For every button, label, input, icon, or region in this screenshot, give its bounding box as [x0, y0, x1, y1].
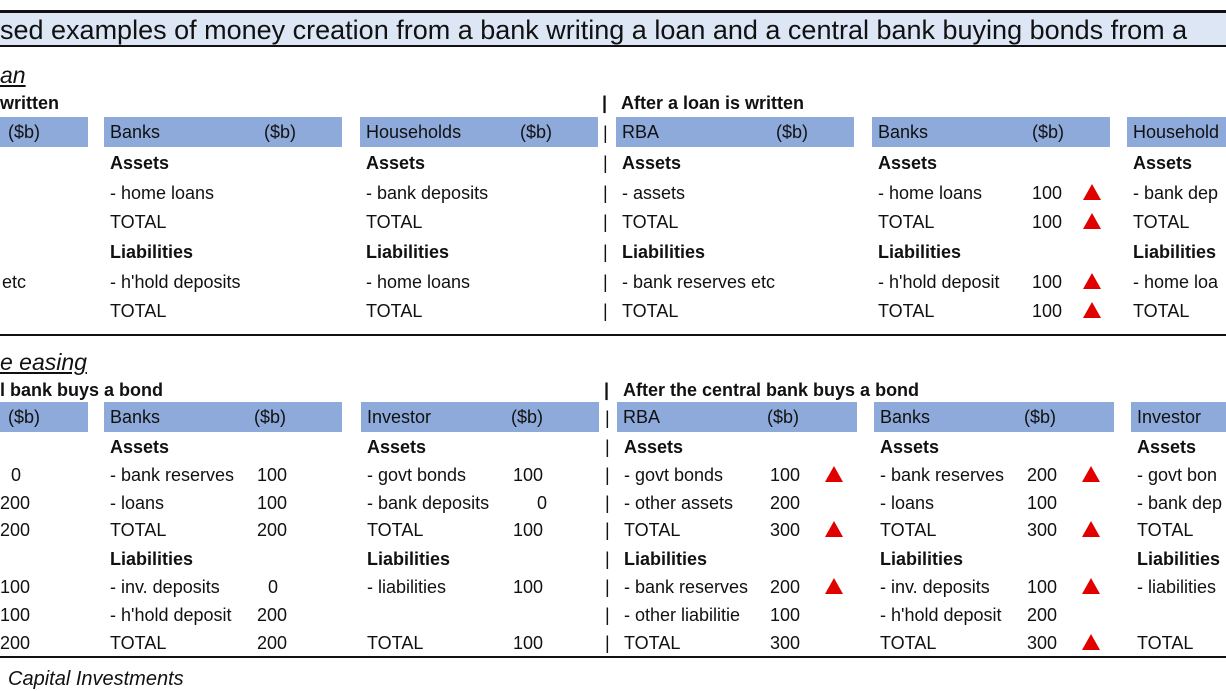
qe-header-investor-before: [361, 402, 599, 432]
total-label: TOTAL: [624, 633, 681, 653]
row-label: - bank reserves: [624, 577, 749, 597]
row-label: - inv. deposits: [110, 577, 220, 597]
sep: |: [605, 577, 610, 597]
row-value: 0: [537, 493, 548, 513]
row-label: - inv. deposits: [880, 577, 990, 597]
row-label: - bank reserves: [110, 465, 235, 485]
total-label: TOTAL: [622, 301, 679, 321]
row-label: - home loans: [110, 183, 215, 203]
qe-header-investor-after: [1131, 402, 1226, 432]
up-arrow-icon: [1083, 213, 1101, 229]
total-value: 300: [770, 520, 801, 540]
row-value: 200: [770, 577, 801, 597]
qe-header-c1: [0, 402, 88, 432]
row-value: 100: [1032, 183, 1063, 203]
total-label: TOTAL: [110, 520, 167, 540]
sep: |: [603, 301, 608, 321]
sep: |: [603, 183, 608, 203]
total-label: TOTAL: [110, 301, 167, 321]
row-label: - home loans: [878, 183, 983, 203]
c1-value: 200: [0, 493, 31, 513]
total-value: 100: [1032, 301, 1063, 321]
source-footer: Capital Investments: [8, 668, 184, 690]
assets-label: Assets: [367, 437, 427, 457]
sep: |: [605, 493, 610, 513]
row-label: - govt bon: [1137, 465, 1218, 485]
c1-value: 0: [11, 465, 22, 485]
qe-before-subtitle: l bank buys a bond: [0, 380, 164, 400]
section-divider: [0, 334, 1226, 336]
total-value: 100: [513, 520, 544, 540]
row-value: 200: [1027, 465, 1058, 485]
section-divider: [0, 656, 1226, 658]
total-label: TOTAL: [110, 633, 167, 653]
row-label: - other assets: [624, 493, 734, 513]
total-value: 300: [1027, 520, 1058, 540]
total-label: TOTAL: [367, 520, 424, 540]
total-label: TOTAL: [366, 212, 423, 232]
unit: ($b): [264, 122, 297, 142]
unit: ($b): [1024, 407, 1057, 427]
up-arrow-icon: [1082, 521, 1100, 537]
row-value: 200: [257, 605, 288, 625]
loan-before-subtitle: written: [0, 93, 60, 113]
assets-label: Assets: [878, 153, 938, 173]
row-label: - loans: [880, 493, 935, 513]
name: RBA: [622, 122, 660, 142]
row-label: - h'hold deposits: [110, 272, 241, 292]
total-label: TOTAL: [878, 212, 935, 232]
row-label: - h'hold deposit: [880, 605, 1002, 625]
total-value: 100: [1032, 212, 1063, 232]
sep: |: [605, 465, 610, 485]
up-arrow-icon: [825, 466, 843, 482]
total-label: TOTAL: [1133, 301, 1190, 321]
sep: |: [605, 633, 610, 653]
sep: |: [605, 605, 610, 625]
row-label: - h'hold deposit: [878, 272, 1000, 292]
loan-header-rba-after: [616, 117, 854, 147]
up-arrow-icon: [1083, 273, 1101, 289]
qe-sep: |: [604, 380, 610, 400]
up-arrow-icon: [1082, 634, 1100, 650]
row-value: 100: [257, 493, 288, 513]
row-label: - liabilities: [1137, 577, 1217, 597]
row-label: - govt bonds: [367, 465, 467, 485]
row-value: 100: [1027, 493, 1058, 513]
row-label: - bank reserves: [880, 465, 1005, 485]
row-value: 100: [257, 465, 288, 485]
loan-sep: |: [602, 93, 608, 113]
assets-label: Assets: [1133, 153, 1193, 173]
total-label: TOTAL: [622, 212, 679, 232]
sep: |: [603, 272, 608, 292]
unit: ($b): [767, 407, 800, 427]
up-arrow-icon: [1083, 184, 1101, 200]
loan-header-households-after: [1127, 117, 1226, 147]
total-label: TOTAL: [880, 520, 937, 540]
sep: |: [603, 212, 608, 232]
liabilities-label: Liabilities: [622, 242, 706, 262]
liabilities-label: Liabilities: [1137, 549, 1221, 569]
loan-header-banks-after: [872, 117, 1110, 147]
total-value: 100: [513, 633, 544, 653]
total-label: TOTAL: [624, 520, 681, 540]
page-title: sed examples of money creation from a bank writing a loan and a central bank buying bonds from a: [0, 15, 1188, 45]
liabilities-label: Liabilities: [110, 549, 194, 569]
name: Banks: [110, 407, 161, 427]
c1-value: 200: [0, 633, 31, 653]
total-label: TOTAL: [367, 633, 424, 653]
liabilities-label: Liabilities: [1133, 242, 1217, 262]
row-value: 100: [513, 577, 544, 597]
loan-c1-etc: etc: [2, 272, 27, 292]
liabilities-label: Liabilities: [367, 549, 451, 569]
qe-header-banks-after: [874, 402, 1114, 432]
unit: ($b): [520, 122, 553, 142]
total-label: TOTAL: [1133, 212, 1190, 232]
row-label: - home loa: [1133, 272, 1219, 292]
unit: ($b): [8, 407, 41, 427]
row-label: - other liabilitie: [624, 605, 741, 625]
sep: |: [603, 242, 608, 262]
total-value: 200: [257, 633, 288, 653]
up-arrow-icon: [1083, 302, 1101, 318]
total-value: 300: [1027, 633, 1058, 653]
name: Banks: [878, 122, 929, 142]
assets-label: Assets: [110, 437, 170, 457]
c1-value: 100: [0, 577, 31, 597]
liabilities-label: Liabilities: [878, 242, 962, 262]
row-label: - liabilities: [367, 577, 447, 597]
qe-section-title: e easing: [0, 349, 87, 375]
total-label: TOTAL: [1137, 633, 1194, 653]
row-label: - bank deposits: [367, 493, 490, 513]
liabilities-label: Liabilities: [880, 549, 964, 569]
total-label: TOTAL: [880, 633, 937, 653]
sep: |: [605, 437, 610, 457]
row-value: 0: [268, 577, 279, 597]
loan-header-c1: [0, 117, 88, 147]
c1-value: 100: [0, 605, 31, 625]
unit: ($b): [511, 407, 544, 427]
sep: |: [605, 408, 610, 428]
row-label: - loans: [110, 493, 165, 513]
name: Banks: [110, 122, 161, 142]
row-value: 100: [1027, 577, 1058, 597]
unit: ($b): [254, 407, 287, 427]
row-label: - bank deposits: [366, 183, 489, 203]
name: Household: [1133, 122, 1220, 142]
loan-header-banks-before: [104, 117, 342, 147]
name: Investor: [367, 407, 432, 427]
row-label: - govt bonds: [624, 465, 724, 485]
sep: |: [603, 123, 608, 143]
name: Households: [366, 122, 462, 142]
assets-label: Assets: [110, 153, 170, 173]
row-label: - home loans: [366, 272, 471, 292]
row-label: - bank dep: [1133, 183, 1219, 203]
name: RBA: [623, 407, 661, 427]
total-label: TOTAL: [110, 212, 167, 232]
unit: ($b): [1032, 122, 1065, 142]
loan-section-title: an: [0, 62, 26, 88]
row-label: - bank reserves etc: [622, 272, 776, 292]
assets-label: Assets: [624, 437, 684, 457]
assets-label: Assets: [622, 153, 682, 173]
liabilities-label: Liabilities: [110, 242, 194, 262]
row-value: 100: [770, 605, 801, 625]
assets-label: Assets: [1137, 437, 1197, 457]
liabilities-label: Liabilities: [366, 242, 450, 262]
qe-header-banks-before: [104, 402, 342, 432]
unit: ($b): [8, 122, 41, 142]
total-label: TOTAL: [1137, 520, 1194, 540]
row-value: 100: [770, 465, 801, 485]
assets-label: Assets: [366, 153, 426, 173]
name: Investor: [1137, 407, 1202, 427]
qe-header-rba-after: [617, 402, 857, 432]
up-arrow-icon: [1082, 466, 1100, 482]
up-arrow-icon: [1082, 578, 1100, 594]
row-value: 100: [1032, 272, 1063, 292]
sep: |: [605, 520, 610, 540]
total-value: 300: [770, 633, 801, 653]
total-label: TOTAL: [366, 301, 423, 321]
row-label: - assets: [622, 183, 686, 203]
unit: ($b): [776, 122, 809, 142]
assets-label: Assets: [880, 437, 940, 457]
row-value: 200: [1027, 605, 1058, 625]
loan-header-households-before: [360, 117, 598, 147]
row-value: 100: [513, 465, 544, 485]
total-value: 200: [257, 520, 288, 540]
loan-after-subtitle: After a loan is written: [621, 93, 805, 113]
row-label: - h'hold deposit: [110, 605, 232, 625]
name: Banks: [880, 407, 931, 427]
up-arrow-icon: [825, 521, 843, 537]
row-value: 200: [770, 493, 801, 513]
liabilities-label: Liabilities: [624, 549, 708, 569]
sep: |: [603, 153, 608, 173]
total-label: TOTAL: [878, 301, 935, 321]
c1-value: 200: [0, 520, 31, 540]
row-label: - bank dep: [1137, 493, 1223, 513]
sep: |: [605, 549, 610, 569]
up-arrow-icon: [825, 578, 843, 594]
qe-after-subtitle: After the central bank buys a bond: [623, 380, 920, 400]
